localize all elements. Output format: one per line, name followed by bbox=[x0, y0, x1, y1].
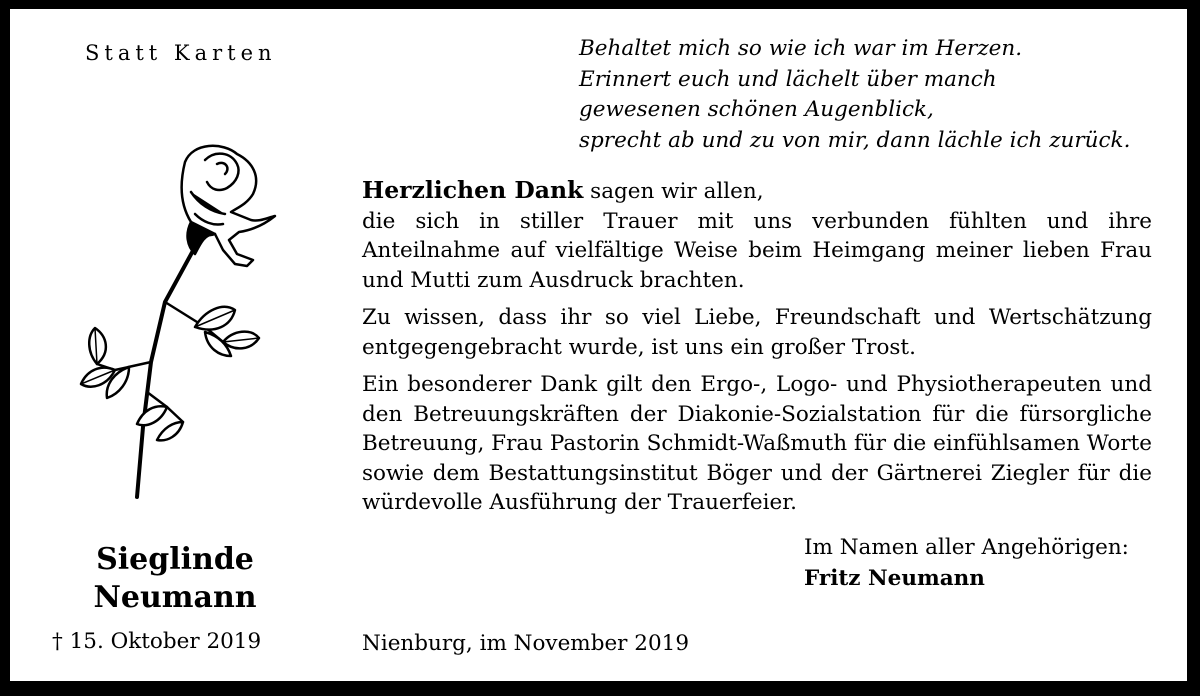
thanks-text bbox=[362, 176, 1152, 526]
signature-block bbox=[804, 532, 1129, 594]
thanks-lead-rest: sagen wir allen, bbox=[583, 179, 764, 204]
signature-name: Fritz Neumann bbox=[804, 566, 985, 591]
deceased-first-name: Sieglinde bbox=[96, 542, 254, 577]
statt-karten-label: Statt Karten bbox=[85, 41, 277, 65]
obituary-card bbox=[10, 9, 1187, 681]
thanks-paragraph-2: Zu wissen, dass ihr so viel Liebe, Freundschaft und Wertschätzung entgegengebracht wurde, ist uns ein großer Trost. bbox=[362, 305, 1152, 360]
on-behalf-label: Im Namen aller Angehörigen: bbox=[804, 535, 1129, 560]
deceased-name bbox=[55, 541, 295, 617]
thanks-heading: Herzlichen Dank bbox=[362, 176, 584, 204]
poem-line: Behaltet mich so wie ich war im Herzen. bbox=[579, 36, 1023, 61]
death-date: † 15. Oktober 2019 bbox=[52, 629, 262, 654]
poem bbox=[579, 34, 1130, 156]
poem-line: gewesenen schönen Augenblick, bbox=[579, 97, 934, 122]
poem-line: sprecht ab und zu von mir, dann lächle ich zurück. bbox=[579, 127, 1131, 153]
thanks-paragraph-1-rest: die sich in stiller Trauer mit uns verbunden fühlten und ihre Anteilnahme auf vielfältige Weise beim Heimgang meiner lieben Frau und Mutti zum Ausdruck brachten. bbox=[362, 208, 1152, 293]
deceased-last-name: Neumann bbox=[93, 580, 257, 615]
thanks-paragraph-3: Ein besonderer Dank gilt den Ergo-, Logo- und Physiotherapeuten und den Betreuungskräften der Diakonie-Sozialstation für die fürsorgliche Betreuung, Frau Pastorin Schmidt-Waßmuth für die einfühlsamen Worte sowie dem Bestattungsinstitut Böger und der Gärtnerei Ziegler für die würdevolle Ausführung der Trauerfeier. bbox=[362, 372, 1152, 515]
thanks-paragraph-1 bbox=[362, 176, 1152, 295]
poem-line: Erinnert euch und lächelt über manch bbox=[579, 66, 997, 92]
place-date: Nienburg, im November 2019 bbox=[362, 631, 690, 656]
rose-drawing-icon bbox=[55, 142, 295, 512]
